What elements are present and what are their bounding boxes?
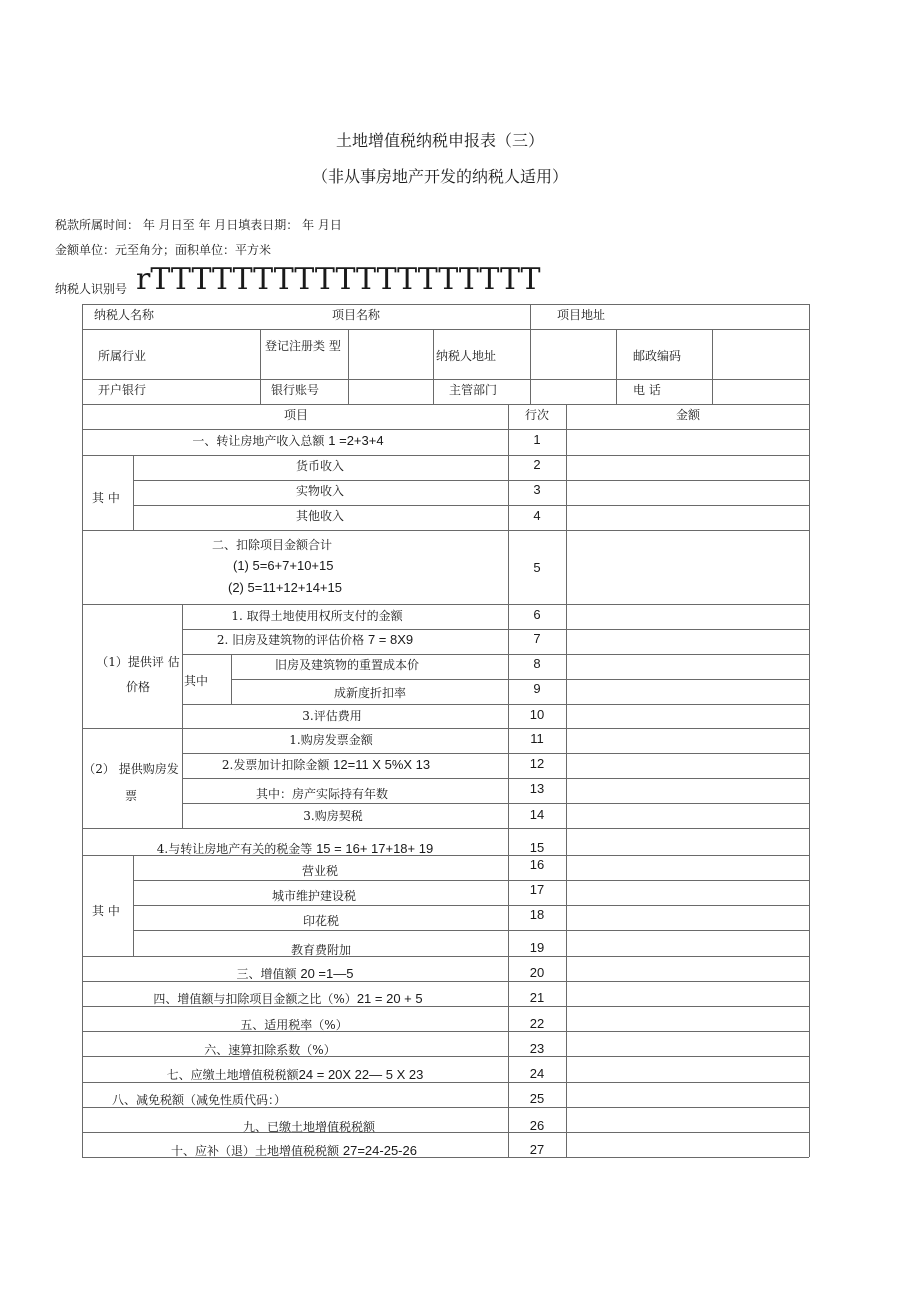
row-1-no: 1 — [533, 432, 541, 447]
bank-label: 开户银行 — [98, 383, 147, 397]
row-6-label: 1. 取得土地使用权所支付的金额 — [231, 609, 403, 623]
project-name-label: 项目名称 — [332, 308, 381, 322]
taxpayer-address-label: 纳税人地址 — [436, 349, 497, 363]
header-item: 项目 — [283, 408, 309, 422]
row-9-label: 成新度折扣率 — [333, 686, 407, 700]
form-title: 土地增值税纳税申报表（三） — [335, 131, 544, 150]
row-20-no: 20 — [529, 965, 545, 980]
group-appraisal-sub-label: 其中 — [184, 674, 209, 688]
row-11-no: 11 — [530, 731, 544, 746]
row-20-label: 三、增值额 20 =1—5 — [236, 966, 354, 981]
row-2-no: 2 — [533, 457, 541, 472]
row-23-label: 六、速算扣除系数（%） — [204, 1043, 336, 1057]
header-row: 行次 — [524, 408, 550, 422]
row-3-no: 3 — [533, 482, 541, 497]
row-19-no: 19 — [529, 940, 545, 955]
row-22-label: 五、适用税率（%） — [240, 1018, 348, 1032]
row-1-label: 一、转让房地产收入总额 1 =2+3+4 — [192, 433, 384, 448]
taxpayer-id-boxes[interactable]: rTTTTTTTTTTTTTTTTTTT — [136, 262, 541, 297]
phone-label: 电 话 — [633, 383, 661, 397]
row-5-no: 5 — [533, 560, 541, 575]
row-10-no: 10 — [529, 707, 545, 722]
taxpayer-id-label: 纳税人识别号 — [55, 282, 128, 296]
bank-account-label: 银行账号 — [271, 383, 320, 397]
row-22-no: 22 — [529, 1016, 545, 1031]
row-25-label: 八、减免税额（减免性质代码：） — [112, 1093, 287, 1107]
row-27-label: 十、应补（退）土地增值税税额 27=24-25-26 — [171, 1143, 417, 1158]
row-4-label: 其他收入 — [295, 509, 345, 523]
row-15-label: 4.与转让房地产有关的税金等 15 = 16+ 17+18+ 19 — [156, 841, 434, 856]
row-5-formula-2: (2) 5=11+12+14+15 — [228, 580, 342, 595]
row-16-no: 16 — [529, 857, 545, 872]
form-subtitle: （非从事房地产开发的纳税人适用） — [311, 167, 568, 186]
row-26-no: 26 — [529, 1118, 545, 1133]
row-19-label: 教育费附加 — [290, 943, 352, 957]
industry-label: 所属行业 — [98, 349, 147, 363]
header-amount: 金额 — [675, 408, 701, 422]
row-21-no: 21 — [529, 990, 545, 1005]
row-6-no: 6 — [533, 607, 541, 622]
unit-line: 金额单位：元至角分；面积单位：平方米 — [55, 243, 272, 257]
row-9-no: 9 — [533, 681, 541, 696]
group-appraisal-label: （1）提供评 估价格 — [96, 655, 180, 694]
row-8-label: 旧房及建筑物的重置成本价 — [274, 658, 420, 672]
period-line: 税款所属时间： 年 月日至 年 月日填表日期： 年 月日 — [55, 218, 342, 232]
row-26-label: 九、已缴土地增值税税额 — [242, 1120, 376, 1134]
row-12-no: 12 — [529, 756, 545, 771]
row-11-label: 1.购房发票金额 — [289, 733, 373, 747]
project-address-label: 项目地址 — [557, 308, 606, 322]
row-23-no: 23 — [529, 1041, 545, 1056]
authority-label: 主管部门 — [449, 383, 498, 397]
group-income-label: 其 中 — [92, 491, 120, 505]
row-12-label: 2.发票加计扣除金额 12=11 X 5%X 13 — [221, 757, 431, 772]
row-3-label: 实物收入 — [295, 484, 345, 498]
row-13-label: 其中：房产实际持有年数 — [255, 787, 389, 801]
row-21-label: 四、增值额与扣除项目金额之比（%）21 = 20 + 5 — [153, 991, 423, 1006]
row-15-no: 15 — [529, 840, 545, 855]
group-taxes-label: 其 中 — [92, 904, 120, 918]
row-27-no: 27 — [529, 1142, 545, 1157]
row-10-label: 3.评估费用 — [302, 709, 362, 723]
row-7-no: 7 — [533, 631, 541, 646]
row-2-label: 货币收入 — [295, 459, 345, 473]
taxpayer-name-label: 纳税人名称 — [94, 308, 155, 322]
postcode-label: 邮政编码 — [633, 349, 682, 363]
row-13-no: 13 — [529, 781, 545, 796]
row-16-label: 营业税 — [301, 864, 339, 878]
row-4-no: 4 — [533, 508, 541, 523]
row-18-label: 印花税 — [302, 914, 340, 928]
row-17-label: 城市维护建设税 — [271, 889, 357, 903]
row-17-no: 17 — [529, 882, 545, 897]
row-8-no: 8 — [533, 656, 541, 671]
row-7-label: 2. 旧房及建筑物的评估价格 7 = 8X9 — [216, 632, 414, 647]
group-invoice-label: （2） 提供购房发票 — [83, 762, 179, 803]
row-14-no: 14 — [529, 807, 545, 822]
row-5-label: 二、扣除项目金额合计 — [212, 538, 333, 552]
row-24-label: 七、应缴土地增值税税额24 = 20X 22— 5 X 23 — [166, 1067, 424, 1082]
reg-type-label: 登记注册类 型 — [265, 339, 341, 353]
row-5-formula-1: (1) 5=6+7+10+15 — [233, 558, 334, 573]
row-25-no: 25 — [529, 1091, 545, 1106]
row-14-label: 3.购房契税 — [303, 809, 363, 823]
row-18-no: 18 — [529, 907, 545, 922]
row-24-no: 24 — [529, 1066, 545, 1081]
